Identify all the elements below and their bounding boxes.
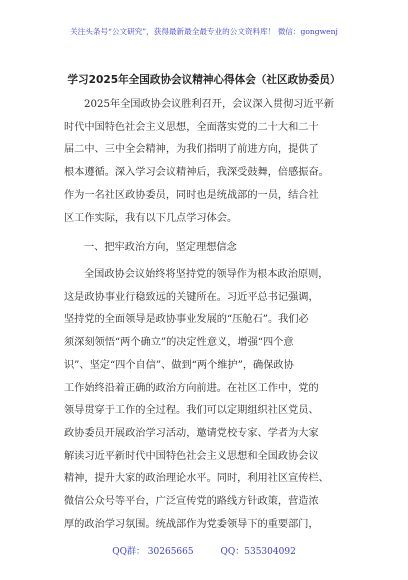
qq-group-number: QQ群： 30265665 — [112, 547, 194, 557]
text-line: 2025年全国政协会议胜利召开，会议深入贯彻习近平新 — [84, 99, 335, 110]
text-line: 区工作实际，我有以下几点学习体会。 — [64, 212, 238, 224]
qq-number: QQ：535304092 — [220, 547, 296, 557]
text-line: 微信公众号等平台，广泛宣传党的路线方针政策，营造浓 — [64, 496, 319, 508]
text-line: 工作始终沿着正确的政治方向前进。在社区工作中，党的 — [64, 382, 319, 394]
text-line: 坚持党的全面领导是政协事业发展的“压舱石”。我们必 — [64, 314, 309, 326]
text-line: 作为一名社区政协委员，同时也是统战部的一员，结合社 — [64, 189, 319, 201]
text-line: 解读习近平新时代中国特色社会主义思想和全国政协会议 — [64, 450, 319, 462]
text-line: 全国政协会议始终将坚持党的领导作为根本政治原则， — [84, 269, 329, 280]
section-heading: 一、把牢政治方向，坚定理想信念 — [84, 242, 237, 253]
text-line: 须深刻领悟“两个确立”的决定性意义，增强“四个意 — [64, 337, 294, 349]
text-line: 根本遵循。深入学习会议精神后，我深受鼓舞，倍感振奋。 — [64, 167, 329, 179]
footer-contact — [0, 544, 408, 557]
text-line: 识”、坚定“四个自信”、做到“两个维护”，确保政协 — [64, 359, 294, 371]
document-title: 学习2025年全国政协会议精神心得体会（社区政协委员） — [67, 74, 341, 86]
text-line: 这是政协事业行稳致远的关键所在。习近平总书记强调， — [64, 291, 319, 303]
text-line: 届二中、三中全会精神，为我们指明了前进方向，提供了 — [64, 144, 319, 156]
text-line: 时代中国特色社会主义思想，全面落实党的二十大和二十 — [64, 121, 319, 133]
header-banner: 关注头条号“公文研究”，获得最新最全最专业的公文资料库！ 微信：gongwenj — [70, 27, 338, 36]
text-line: 政协委员开展政治学习活动，邀请党校专家、学者为大家 — [64, 427, 319, 439]
text-line: 精神，提升大家的政治理论水平。同时，利用社区宣传栏、 — [64, 473, 329, 485]
section-paragraph — [64, 264, 345, 536]
intro-paragraph — [64, 94, 345, 230]
text-line: 领导贯穿于工作的全过程。我们可以定期组织社区党员、 — [64, 405, 319, 417]
text-line: 厚的政治学习氛围。统战部作为党委领导下的重要部门， — [64, 518, 319, 530]
